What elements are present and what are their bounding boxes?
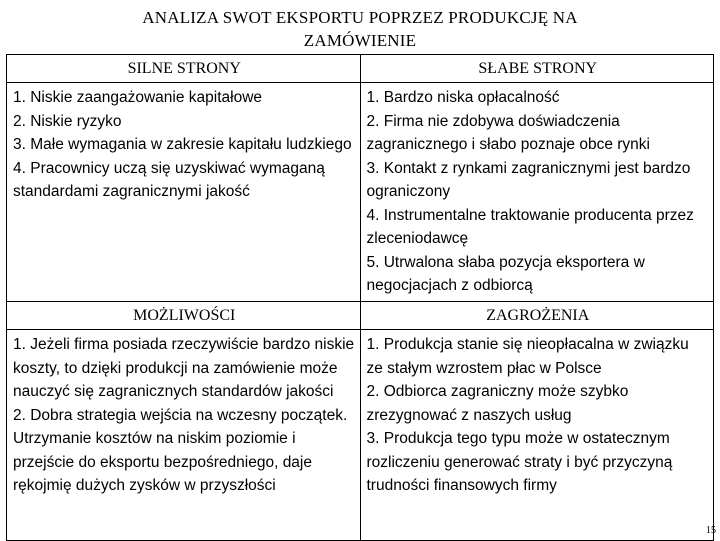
- strength-item: 1. Niskie zaangażowanie kapitałowe: [13, 89, 263, 106]
- page-title: [0, 6, 720, 52]
- weaknesses-cell: [360, 83, 714, 302]
- weakness-item: 5. Utrwalona słaba pozycja eksportera w negocjacjach z odbiorcą: [366, 253, 645, 294]
- threat-item: 3. Produkcja tego typu może w ostatecznym rozliczeniu generować straty i być przyczyną trudności finansowych firmy: [366, 430, 673, 494]
- title-line-1: ANALIZA SWOT EKSPORTU POPRZEZ PRODUKCJĘ NA: [142, 8, 578, 27]
- threat-item: 1. Produkcja stanie się nieopłacalna w związku ze stałym wzrostem płac w Polsce: [366, 336, 689, 377]
- weakness-item: 2. Firma nie zdobywa doświadczenia zagranicznego i słabo poznaje obce rynki: [366, 112, 650, 153]
- opportunity-item: 1. Jeżeli firma posiada rzeczywiście bardzo niskie koszty, to dzięki produkcji na zamówienie może nauczyć się zagranicznych standardów jakości: [13, 336, 355, 400]
- weakness-item: 4. Instrumentalne traktowanie producenta przez zleceniodawcę: [366, 206, 694, 247]
- opportunities-header: MOŻLIWOŚCI: [7, 302, 361, 330]
- opportunity-item: 2. Dobra strategia wejścia na wczesny początek. Utrzymanie kosztów na niskim poziomie i przejście do eksportu bezpośredniego, daje rękojmię dużych zysków w przyszłości: [13, 406, 348, 494]
- threats-header: ZAGROŻENIA: [360, 302, 714, 330]
- strength-item: 4. Pracownicy uczą się uzyskiwać wymaganą standardami zagranicznymi jakość: [13, 159, 325, 200]
- weakness-item: 1. Bardzo niska opłacalność: [366, 89, 560, 106]
- strength-item: 3. Małe wymagania w zakresie kapitału ludzkiego: [13, 136, 352, 153]
- strength-item: 2. Niskie ryzyko: [13, 112, 122, 130]
- threats-cell: [360, 330, 714, 541]
- title-line-2: ZAMÓWIENIE: [303, 31, 417, 50]
- strengths-cell: [7, 83, 361, 302]
- opportunities-cell: [7, 330, 361, 541]
- swot-table: [6, 54, 714, 541]
- weaknesses-header: SŁABE STRONY: [360, 55, 714, 83]
- strengths-header: SILNE STRONY: [7, 55, 361, 83]
- weakness-item: 3. Kontakt z rynkami zagranicznymi jest bardzo ograniczony: [366, 159, 691, 200]
- page-number: 15: [706, 525, 716, 536]
- threat-item: 2. Odbiorca zagraniczny może szybko zrezygnować z naszych usług: [366, 383, 629, 424]
